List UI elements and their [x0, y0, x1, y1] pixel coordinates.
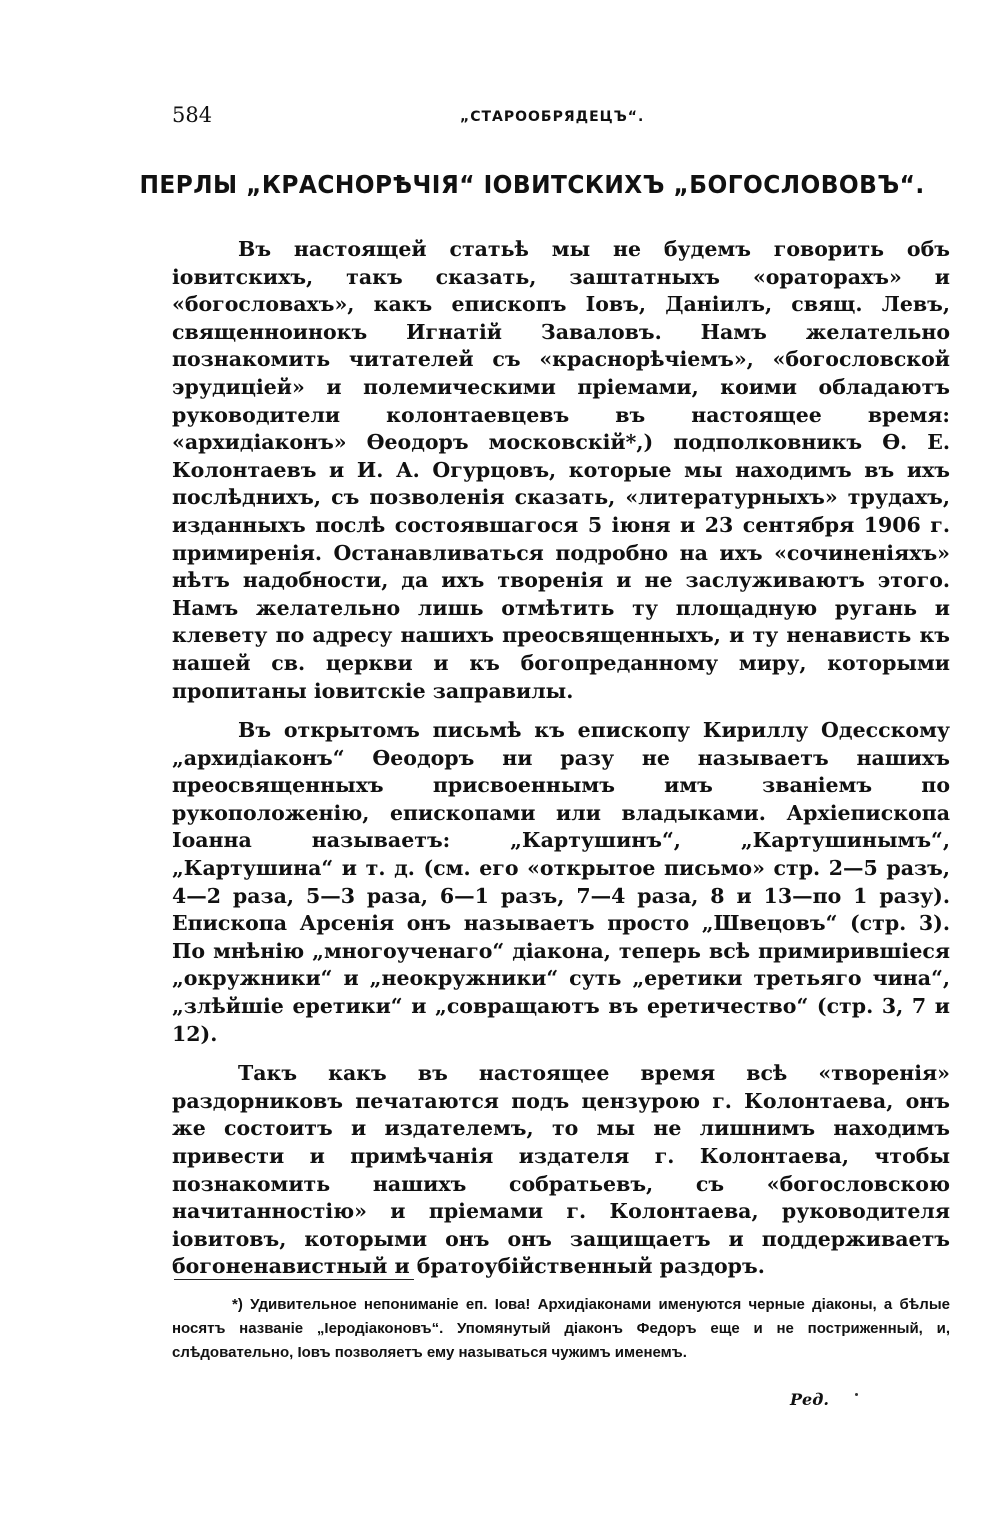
running-head	[172, 103, 952, 133]
footnote: *) Удивительное непониманіе еп. Іова! Архидіаконами именуются черные діаконы, а бѣлые носятъ названіе „Іеродіаконовъ“. Упомянутый діаконъ Федоръ еще и не постриженный, и, слѣдовательно, Іовъ позволяетъ ему называться чужимъ именемъ.	[172, 1296, 950, 1361]
article-title: ПЕРЛЫ „КРАСНОРѢЧІЯ“ ІОВИТСКИХЪ „БОГОСЛОВОВЪ“.	[139, 170, 925, 199]
editor-signature: Ред.	[790, 1390, 829, 1409]
footnote-divider	[174, 1279, 414, 1280]
paragraph: Въ открытомъ письмѣ къ епископу Кириллу Одесскому „архидіаконъ“ Ѳеодоръ ни разу не называетъ нашихъ преосвященныхъ присвоеннымъ имъ званіемъ по рукоположенію, епископами или владыками. Архіепископа Іоанна называетъ: „Картушинъ“, „Картушинымъ“, „Картушина“ и т. д. (см. его «открытое письмо» стр. 2—5 разъ, 4—2 раза, 5—3 раза, 6—1 разъ, 7—4 раза, 8 и 13—по 1 разу). Епископа Арсенія онъ называетъ просто „Швецовъ“ (стр. 3). По мнѣнію „многоученаго“ діакона, теперь всѣ примирившіеся „окружники“ и „неокружники“ суть „еретики третьяго чина“, „злѣйшіе еретики“ и „совращаютъ въ еретичество“ (стр. 3, 7 и 12).	[172, 718, 950, 1046]
article-body	[172, 236, 950, 1293]
journal-name: „СТАРООБРЯДЕЦЪ“.	[460, 109, 645, 125]
paragraph: Такъ какъ въ настоящее время всѣ «творенія» раздорниковъ печатаются подъ цензурою г. Колонтаева, онъ же состоитъ и издателемъ, то мы не лишнимъ находимъ привести и примѣчанія издателя г. Колонтаева, чтобы познакомить нашихъ собратьевъ, съ «богословскою начитанностію» и пріемами г. Колонтаева, руководителя іовитовъ, которыми онъ онъ защищаетъ и поддерживаетъ богоненавистный и братоубійственный раздоръ.	[172, 1061, 950, 1279]
print-speck	[855, 1393, 858, 1396]
paragraph: Въ настоящей статьѣ мы не будемъ говорить объ іовитскихъ, такъ сказать, заштатныхъ «ораторахъ» и «богословахъ», какъ епископъ Іовъ, Даніилъ, свящ. Левъ, священноинокъ Игнатій Заваловъ. Намъ желательно познакомить читателей съ «краснорѣчіемъ», «богословской эрудиціей» и полемическими пріемами, коими обладаютъ руководители колонтаевцевъ въ настоящее время: «архидіаконъ» Ѳеодоръ московскій*,) подполковникъ Ѳ. Е. Колонтаевъ и И. А. Огурцовъ, которые мы находимъ въ ихъ послѣднихъ, съ позволенія сказать, «литературныхъ» трудахъ, изданныхъ послѣ состоявшагося 5 іюня и 23 сентября 1906 г. примиренія. Останавливаться подробно на ихъ «сочиненіяхъ» нѣтъ надобности, да ихъ творенія и не заслуживаютъ этого. Намъ желательно лишь отмѣтить ту площадную ругань и клевету по адресу нашихъ преосвященныхъ, и ту ненависть къ нашей св. церкви и къ богопреданному миру, которыми пропитаны іовитскіе заправилы.	[172, 237, 950, 703]
page-number: 584	[172, 103, 213, 127]
